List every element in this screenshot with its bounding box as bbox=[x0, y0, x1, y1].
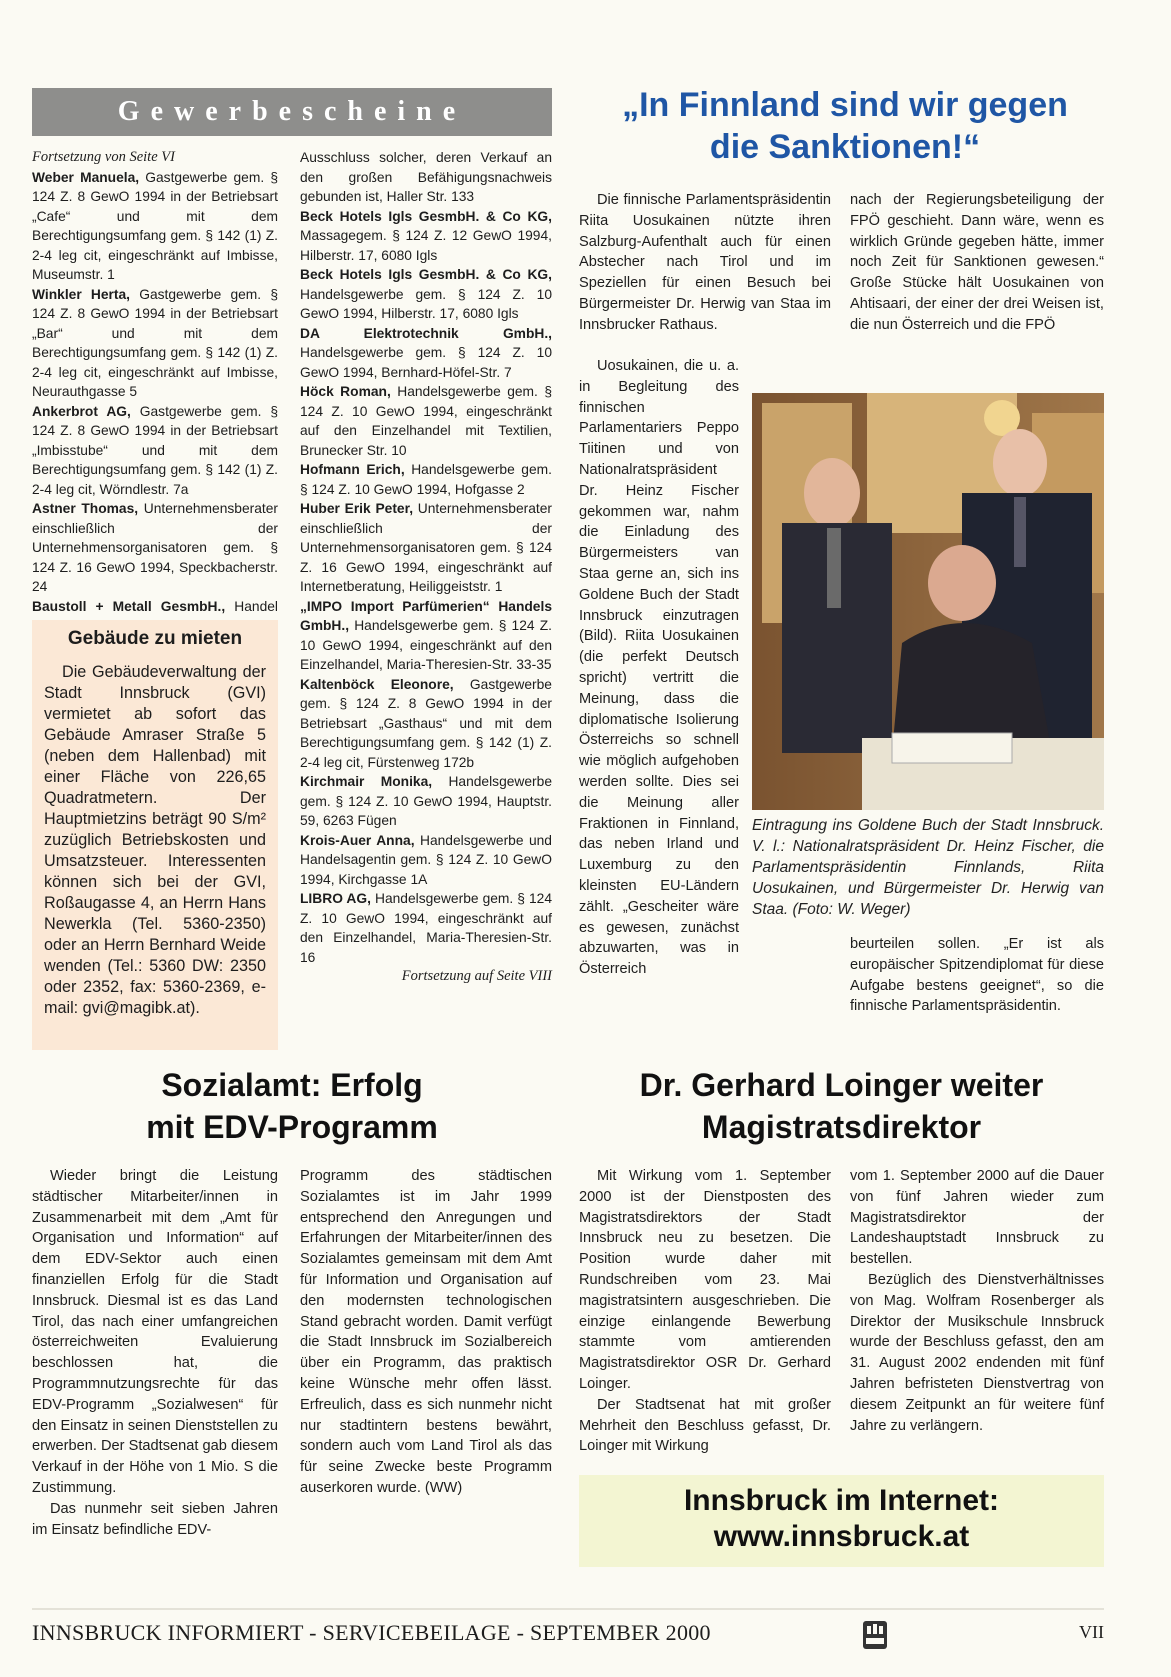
entry-name: Krois-Auer Anna, bbox=[300, 832, 415, 848]
gewerbe-entry bbox=[300, 499, 552, 597]
entry-name: Winkler Herta, bbox=[32, 286, 131, 302]
entry-name: Kaltenböck Eleonore, bbox=[300, 676, 454, 692]
entry-name: „IMPO Import Parfümerien“ Handels GmbH., bbox=[300, 598, 552, 633]
gewerbe-entry bbox=[300, 265, 552, 324]
entry-name: Höck Roman, bbox=[300, 384, 391, 399]
gewerbe-entry bbox=[32, 285, 278, 402]
finnland-headline-line2: die Sanktionen!“ bbox=[709, 128, 981, 166]
gewerbe-entry bbox=[300, 772, 552, 831]
entry-text: Handelsgewerbe gem. § 124 Z. 10 GewO 1994, Hilberstr. 17, 6080 Igls bbox=[300, 286, 552, 321]
entry-text: Gastgewerbe gem. § 124 Z. 8 GewO 1994 in der Betriebsart „Gasthaus“ und mit dem Berechtigungsumfang gem. § 142 (1) Z. 2-4 leg cit, Fürstenweg 172b bbox=[300, 676, 552, 770]
loinger-col1 bbox=[579, 1166, 831, 1457]
page-number: VII bbox=[1079, 1622, 1104, 1642]
entry-name: Kirchmair Monika, bbox=[300, 774, 433, 789]
gewerbescheine-header: Gewerbescheine bbox=[32, 88, 552, 136]
entry-text: Handelsgewerbe gem. § 124 Z. 10 GewO 1994, eingeschränkt auf den Einzelhandel, Maria-Theresien-Str. 33-35 bbox=[300, 618, 552, 672]
finnland-headline bbox=[575, 84, 1115, 168]
entry-name: Baustoll + Metall GesmbH., bbox=[32, 598, 226, 614]
sozialamt-p2: Das nunmehr seit sieben Jahren im Einsatz befindliche EDV- bbox=[32, 1500, 278, 1538]
goldenes-buch-photo bbox=[752, 393, 1104, 810]
entry-name: Huber Erik Peter, bbox=[300, 501, 414, 516]
gewerbe-entry bbox=[300, 207, 552, 266]
entry-name: Beck Hotels Igls GesmbH. & Co KG, bbox=[300, 267, 552, 282]
entry-name: DA Elektrotechnik GmbH., bbox=[300, 325, 552, 341]
finnland-p4: beurteilen sollen. „Er ist als europäischer Spitzendiplomat für diese Aufgabe bestens geeignet“, so die finnische Parlamentspräsidentin. bbox=[850, 936, 1104, 1015]
photo-caption: Eintragung ins Goldene Buch der Stadt Innsbruck. V. l.: Nationalratspräsident Dr. Heinz Fischer, die Parlamentspräsidentin Finnlands, Riita Uosukainen, und Bürgermeister Dr. Herwig van Staa. (Foto: W. Weger) bbox=[752, 817, 1104, 918]
internet-url[interactable]: www.innsbruck.at bbox=[713, 1520, 970, 1553]
sozialamt-p1: Wieder bringt die Leistung städtischer Mitarbeiter/innen in Zusammenarbeit mit dem „Amt für Organisation und Information“ auf dem EDV-Sektor auch einen finanziellen Erfolg für die Stadt Innsbruck. Diesmal ist es das Land Tirol, das nach einer umfangreichen österreichweiten Evaluierung beschlossen hat, die Programmnutzungsrechte für das EDV-Programm „Sozialwesen“ für den Einsatz in seinen Dienststellen zu erwerben. Der Stadtsenat gab diesem Verkauf in der Höhe von 1 Mio. S die Zustimmung. bbox=[32, 1168, 278, 1496]
finnland-p2: Uosukainen, die u. a. in Begleitung des finnischen Parlamentariers Peppo Tiitinen und von Nationalratspräsident Dr. Heinz Fischer gekommen war, nahm die Einladung des Bürgermeisters van Staa gerne an, sich ins Goldene Buch der Stadt Innsbruck einzutragen (Bild). Riita Uosukainen (die perfekt Deutsch spricht) vertritt die Meinung, dass die diplomatische Isolierung Österreichs so schnell wie möglich aufgehoben werden sollte. Dies sei die Meinung aller Fraktionen in Finnland, das neben Irland und Luxemburg zu den kleinsten EU-Ländern zählt. „Gescheiter wäre es gewesen, zunächst abzuwarten, was in Österreich bbox=[579, 358, 739, 978]
loinger-p3: vom 1. September 2000 auf die Dauer von fünf Jahren wieder zum Magistratsdirektor der Landeshauptstadt Innsbruck zu bestellen. bbox=[850, 1168, 1104, 1268]
entry-name: Weber Manuela, bbox=[32, 169, 140, 185]
gewerbe-entry bbox=[300, 597, 552, 675]
gewerbe-entry bbox=[300, 460, 552, 499]
finnland-col2-bottom bbox=[850, 934, 1104, 1017]
entry-text: Handelsgewerbe gem. § 124 Z. 10 GewO 1994, Hauptstr. 59, 6263 Fügen bbox=[300, 774, 552, 828]
gewerbe-entry bbox=[300, 324, 552, 383]
sozialamt-headline-line2: mit EDV-Programm bbox=[146, 1109, 438, 1145]
entry-text: Handelsgewerbe gem. § 124 Z. 10 GewO 1994, Bernhard-Höfel-Str. 7 bbox=[300, 345, 552, 380]
loinger-p1: Mit Wirkung vom 1. September 2000 ist der Dienstposten des Magistratsdirektors der Stadt Innsbruck neu zu besetzen. Die Position wurde daher mit Rundschreiben vom 23. Mai magistratsintern ausgeschrieben. Die einzige einlangende Bewerbung stammte vom amtierenden Magistratsdirektor OSR Dr. Gerhard Loinger. bbox=[579, 1168, 831, 1392]
entry-name: LIBRO AG, bbox=[300, 891, 371, 906]
gebaeude-text: Die Gebäudeverwaltung der Stadt Innsbruck (GVI) vermietet ab sofort das Gebäude Amraser Straße 5 (neben dem Hallenbad) mit einer Fläche von 226,65 Quadratmetern. Der Hauptmietzins beträgt 90 S/m² zuzüglich Betriebskosten und Umsatzsteuer. Interessenten können sich bei der GVI, Roßaugasse 4, an Herrn Hans Newerkla (Tel. 5360-2350) oder an Herrn Bernhard Weide wenden (Tel.: 5360 DW: 2350 oder 2352, fax: 5360-2369, e-mail: gvi@magibk.at). bbox=[44, 663, 266, 1017]
entry-text: Handelsgewerbe und Handelsagentin gem. § 124 Z. 10 GewO 1994, Kirchgasse 1A bbox=[300, 832, 552, 887]
entry-name: Hofmann Erich, bbox=[300, 462, 405, 477]
entry-text: Handelsgewerbe gem. § 124 Z. 10 GewO 1994, Hofgasse 2 bbox=[300, 462, 552, 497]
photo-illustration bbox=[752, 393, 1104, 810]
entry-text: Unternehmensberater einschließlich der Unternehmensorganisatoren gem. § 124 Z. 16 GewO 1994, Speckbacherstr. 24 bbox=[32, 501, 278, 594]
finnland-headline-line1: „In Finnland sind wir gegen bbox=[622, 86, 1068, 124]
gewerbe-entry bbox=[300, 675, 552, 773]
gewerbe-entry bbox=[300, 382, 552, 460]
continued-to: Fortsetzung auf Seite VIII bbox=[401, 968, 552, 984]
gewerbe-column-1 bbox=[32, 148, 278, 636]
entry-text: Gastgewerbe gem. § 124 Z. 8 GewO 1994 in der Betriebsart „Cafe“ und mit dem Berechtigungsumfang gem. § 142 (1) Z. 2-4 leg cit, eingeschränkt auf Imbisse, Museumstr. 1 bbox=[32, 169, 278, 282]
finnland-p1: Die finnische Parlamentspräsidentin Riita Uosukainen nützte ihren Salzburg-Aufenthalt auch für einen Abstecher nach Tirol und im Speziellen für einen Besuch bei Bürgermeister Dr. Herwig van Staa im Innsbrucker Rathaus. bbox=[579, 192, 831, 333]
sozialamt-p3: Programm des städtischen Sozialamtes ist im Jahr 1999 entsprechend den Anregungen und Erfahrungen der Mitarbeiter/innen des Sozialamtes gemeinsam mit dem Amt für Information und Organisation auf den modernsten technologischen Stand gebracht worden. Damit verfügt die Stadt Innsbruck im Sozialbereich über ein Programm, das praktisch keine Wünsche mehr offen lässt. Erfreulich, dass es sich nunmehr nicht nur stadtintern bestens bewährt, sondern auch vom Land Tirol als das für seine Zwecke beste Programm auserkoren wurde. (WW) bbox=[300, 1168, 552, 1496]
gewerbe-entries-2 bbox=[300, 207, 552, 968]
entry-name: Astner Thomas, bbox=[32, 501, 139, 516]
internet-line1: Innsbruck im Internet: bbox=[683, 1484, 1000, 1517]
gewerbe-entry bbox=[300, 889, 552, 967]
internet-box bbox=[579, 1475, 1104, 1567]
gebaeude-title: Gebäude zu mieten bbox=[67, 628, 243, 649]
finnland-p3: nach der Regierungsbeteiligung der FPÖ geschieht. Dann wäre, wenn es wirklich Gründe gegeben hätte, immer noch Zeit für Sanktionen gewesen.“ Große Stücke hält Uosukainen von Ahtisaari, der einer der drei Weisen ist, die nun Österreich und die FPÖ bbox=[850, 192, 1104, 333]
entry-text: Handelsgewerbe gem. § 124 Z. 10 GewO 1994, eingeschränkt auf den Einzelhandel mit Textilien, Brunecker Str. 10 bbox=[300, 384, 552, 458]
entry-name: Ankerbrot AG, bbox=[32, 403, 131, 419]
entry-text: Massagegem. § 124 Z. 12 GewO 1994, Hilberstr. 17, 6080 Igls bbox=[300, 228, 552, 263]
gewerbe-entry bbox=[32, 168, 278, 285]
footer-publication: INNSBRUCK INFORMIERT - SERVICEBEILAGE - SEPTEMBER 2000 bbox=[32, 1620, 711, 1645]
gewerbe-entry bbox=[300, 831, 552, 890]
finnland-col1-top bbox=[579, 190, 831, 370]
city-crest-icon bbox=[862, 1620, 888, 1650]
sozialamt-headline-line1: Sozialamt: Erfolg bbox=[161, 1067, 423, 1103]
continued-from: Fortsetzung von Seite VI bbox=[32, 149, 175, 165]
entry-text: Gastgewerbe gem. § 124 Z. 8 GewO 1994 in der Betriebsart „Bar“ und mit dem Berechtigungsumfang gem. § 142 (1) Z. 2-4 leg cit, eingeschränkt auf Imbisse, Neurauthgasse 5 bbox=[32, 286, 278, 399]
sozialamt-headline bbox=[32, 1064, 552, 1148]
loinger-col2 bbox=[850, 1166, 1104, 1436]
loinger-headline-line2: Magistratsdirektor bbox=[701, 1109, 982, 1145]
finnland-col2-top bbox=[850, 190, 1104, 375]
finnland-col1-narrow bbox=[579, 356, 739, 978]
entry-text: Gastgewerbe gem. § 124 Z. 8 GewO 1994 in der Betriebsart „Imbisstube“ und mit dem Berechtigungsumfang gem. § 142 (1) Z. 2-4 leg cit, Wörndlestr. 7a bbox=[32, 403, 278, 497]
gewerbe-entry bbox=[32, 402, 278, 500]
gewerbe-column-2 bbox=[300, 148, 552, 987]
gewerbe-entry bbox=[32, 499, 278, 597]
loinger-headline bbox=[579, 1064, 1104, 1148]
loinger-p2: Der Stadtsenat hat mit großer Mehrheit den Beschluss gefasst, Dr. Loinger mit Wirkung bbox=[579, 1396, 831, 1455]
gewerbe-col2-intro: Ausschluss solcher, deren Verkauf an den großen Befähigungsnachweis gebunden ist, Haller Str. 133 bbox=[300, 150, 552, 204]
sozialamt-col2 bbox=[300, 1166, 552, 1499]
page-footer bbox=[32, 1608, 1104, 1648]
entry-name: Beck Hotels Igls GesmbH. & Co KG, bbox=[300, 208, 552, 224]
gewerbe-entries-1 bbox=[32, 168, 278, 636]
entry-text: Handel bbox=[234, 598, 278, 614]
sozialamt-col1 bbox=[32, 1166, 278, 1540]
entry-text: Unternehmensberater einschließlich der Unternehmensorganisatoren gem. § 124 Z. 16 GewO 1994, eingeschränkt auf Internetberatung, Heiliggeiststr. 1 bbox=[300, 501, 552, 594]
gebaeude-box bbox=[32, 620, 278, 1050]
loinger-headline-line1: Dr. Gerhard Loinger weiter bbox=[639, 1067, 1044, 1103]
entry-text: Handelsgewerbe gem. § 124 Z. 10 GewO 1994, eingeschränkt auf den Einzelhandel, Maria-Theresien-Str. 16 bbox=[300, 891, 552, 965]
loinger-p4: Bezüglich des Dienstverhältnisses von Mag. Wolfram Rosenberger als Direktor der Musikschule Innsbruck wurde der Beschluss gefasst, den am 31. August 2002 endenden mit fünf Jahren befristeten Dienstvertrag von diesem Zeitpunkt an für weitere fünf Jahre zu verlängern. bbox=[850, 1271, 1104, 1434]
